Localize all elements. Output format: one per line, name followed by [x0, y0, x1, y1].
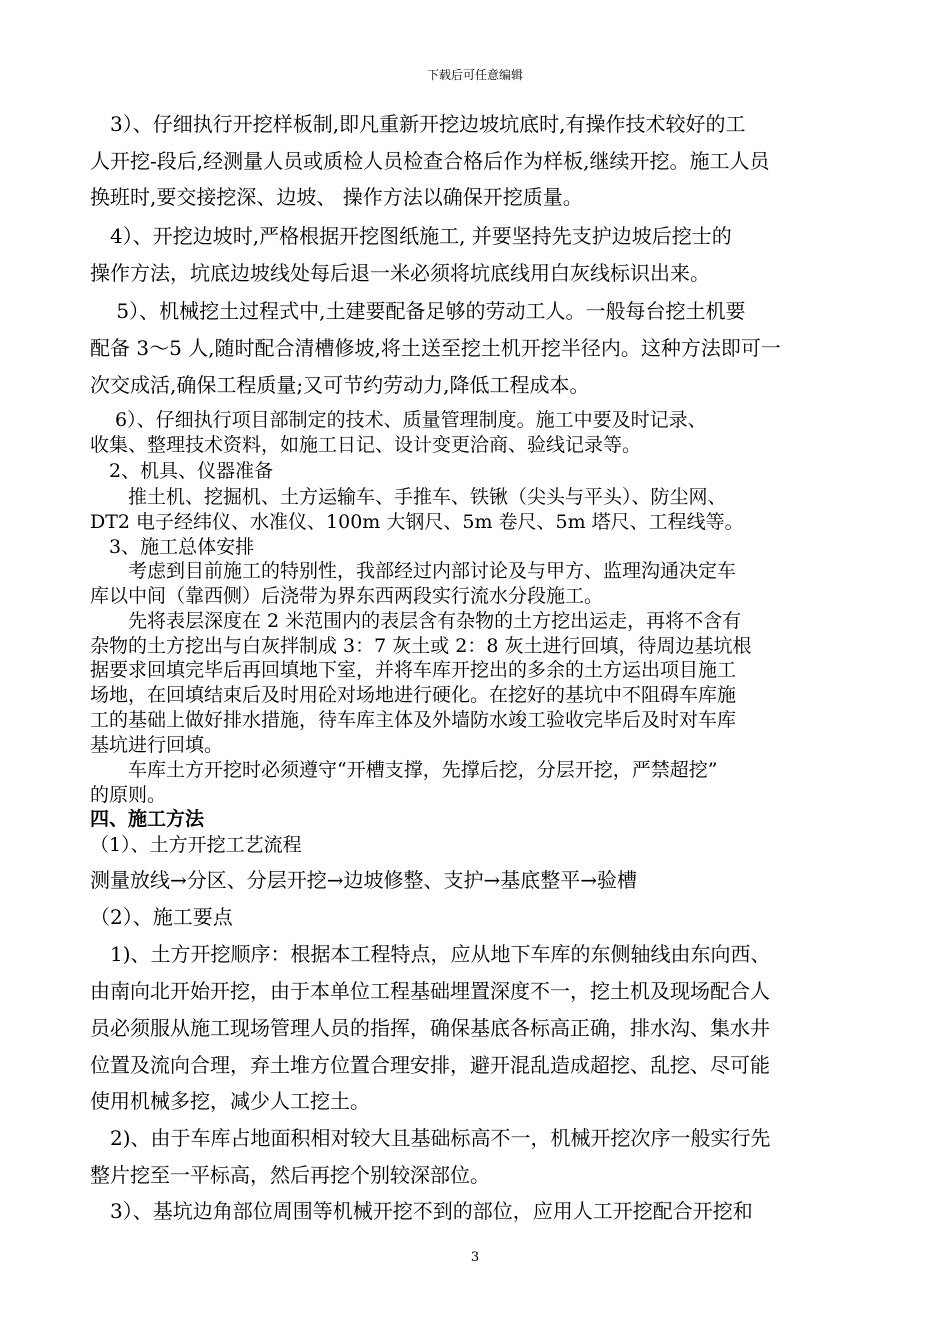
text-line: 工的基础上做好排水措施，待车库主体及外墙防水竣工验收完毕后及时对车库	[90, 709, 737, 731]
text-line: 推土机、挖掘机、土方运输车、手推车、铁锹（尖头与平头）、防尘网、	[90, 486, 727, 508]
process-flow: 测量放线→分区、分层开挖→边坡修整、支护→基底整平→验槽	[90, 868, 638, 892]
text-line: 3）、基坑边角部位周围等机械开挖不到的部位，应用人工开挖配合开挖和	[90, 1199, 753, 1223]
text-line: 杂物的土方挖出与白灰拌制成 3：7 灰土或 2：8 灰土进行回填，待周边基坑根	[90, 635, 752, 657]
text-line: 5）、机械挖土过程式中,土建要配备足够的劳动工人。一般每台挖土机要	[90, 299, 746, 323]
text-line: 1)、土方开挖顺序：根据本工程特点，应从地下车库的东侧轴线由东向西、	[90, 942, 771, 966]
text-line: 使用机械多挖，减少人工挖土。	[90, 1089, 370, 1113]
text-line: 考虑到目前施工的特别性，我部经过内部讨论及与甲方、监理沟通决定车	[90, 560, 737, 582]
section-heading: 2、机具、仪器准备	[90, 460, 274, 482]
page-header: 下载后可任意编辑	[426, 68, 523, 82]
subsection-heading: （2）、施工要点	[90, 905, 233, 929]
text-line: 位置及流向合理，弃土堆方位置合理安排，避开混乱造成超挖、乱挖、尽可能	[90, 1053, 770, 1077]
chapter-heading: 四、施工方法	[90, 808, 205, 830]
text-line: 据要求回填完毕后再回填地下室，并将车库开挖出的多余的土方运出项目施工	[90, 659, 737, 681]
text-line: 人开挖-段后,经测量人员或质检人员检查合格后作为样板,继续开挖。施工人员	[90, 149, 770, 173]
text-line: 的原则。	[90, 784, 167, 806]
text-line: 换班时,要交接挖深、边坡、 操作方法以确保开挖质量。	[90, 185, 583, 209]
text-line: 3）、仔细执行开挖样板制,即凡重新开挖边坡坑底时,有操作技术较好的工	[90, 112, 746, 136]
text-line: 员必须服从施工现场管理人员的指挥，确保基底各标高正确，排水沟、集水井	[90, 1016, 770, 1040]
text-line: 4）、开挖边坡时,严格根据开挖图纸施工, 并要坚持先支护边坡后挖士的	[90, 224, 732, 248]
subsection-heading: （1）、土方开挖工艺流程	[90, 834, 302, 856]
text-line: 6）、仔细执行项目部制定的技术、质量管理制度。施工中要及时记录、	[90, 409, 707, 431]
text-line: 场地，在回填结束后及时用砼对场地进行硬化。在挖好的基坑中不阻碍车库施	[90, 684, 737, 706]
text-line: 次交成活,确保工程质量;又可节约劳动力,降低工程成本。	[90, 373, 590, 397]
text-line: 先将表层深度在 2 米范围内的表层含有杂物的土方挖出运走，再将不含有	[90, 610, 742, 632]
text-line: 配备 3～5 人,随时配合清槽修坡,将土送至挖土机开挖半径内。这种方法即可一	[90, 336, 781, 360]
page-number: 3	[470, 1250, 480, 1265]
text-line: DT2 电子经纬仪、水准仪、100m 大钢尺、5m 卷尺、5m 塔尺、工程线等。	[90, 511, 744, 533]
text-line: 库以中间（靠西侧）后浇带为界东西两段实行流水分段施工。	[90, 585, 604, 607]
text-line: 2)、由于车库占地面积相对较大且基础标高不一，机械开挖次序一般实行先	[90, 1126, 771, 1150]
text-line: 整片挖至一平标高，然后再挖个别较深部位。	[90, 1163, 490, 1187]
text-line: 基坑进行回填。	[90, 734, 224, 756]
text-line: 车库土方开挖时必须遵守“开槽支撑，先撑后挖，分层开挖，严禁超挖”	[90, 759, 718, 781]
text-line: 收集、整理技术资料，如施工日记、设计变更洽商、验线记录等。	[90, 434, 642, 456]
text-line: 操作方法，坑底边坡线处每后退一米必须将坑底线用白灰线标识出来。	[90, 261, 710, 285]
section-heading: 3、施工总体安排	[90, 536, 255, 558]
text-line: 由南向北开始开挖，由于本单位工程基础埋置深度不一，挖土机及现场配合人	[90, 979, 770, 1003]
